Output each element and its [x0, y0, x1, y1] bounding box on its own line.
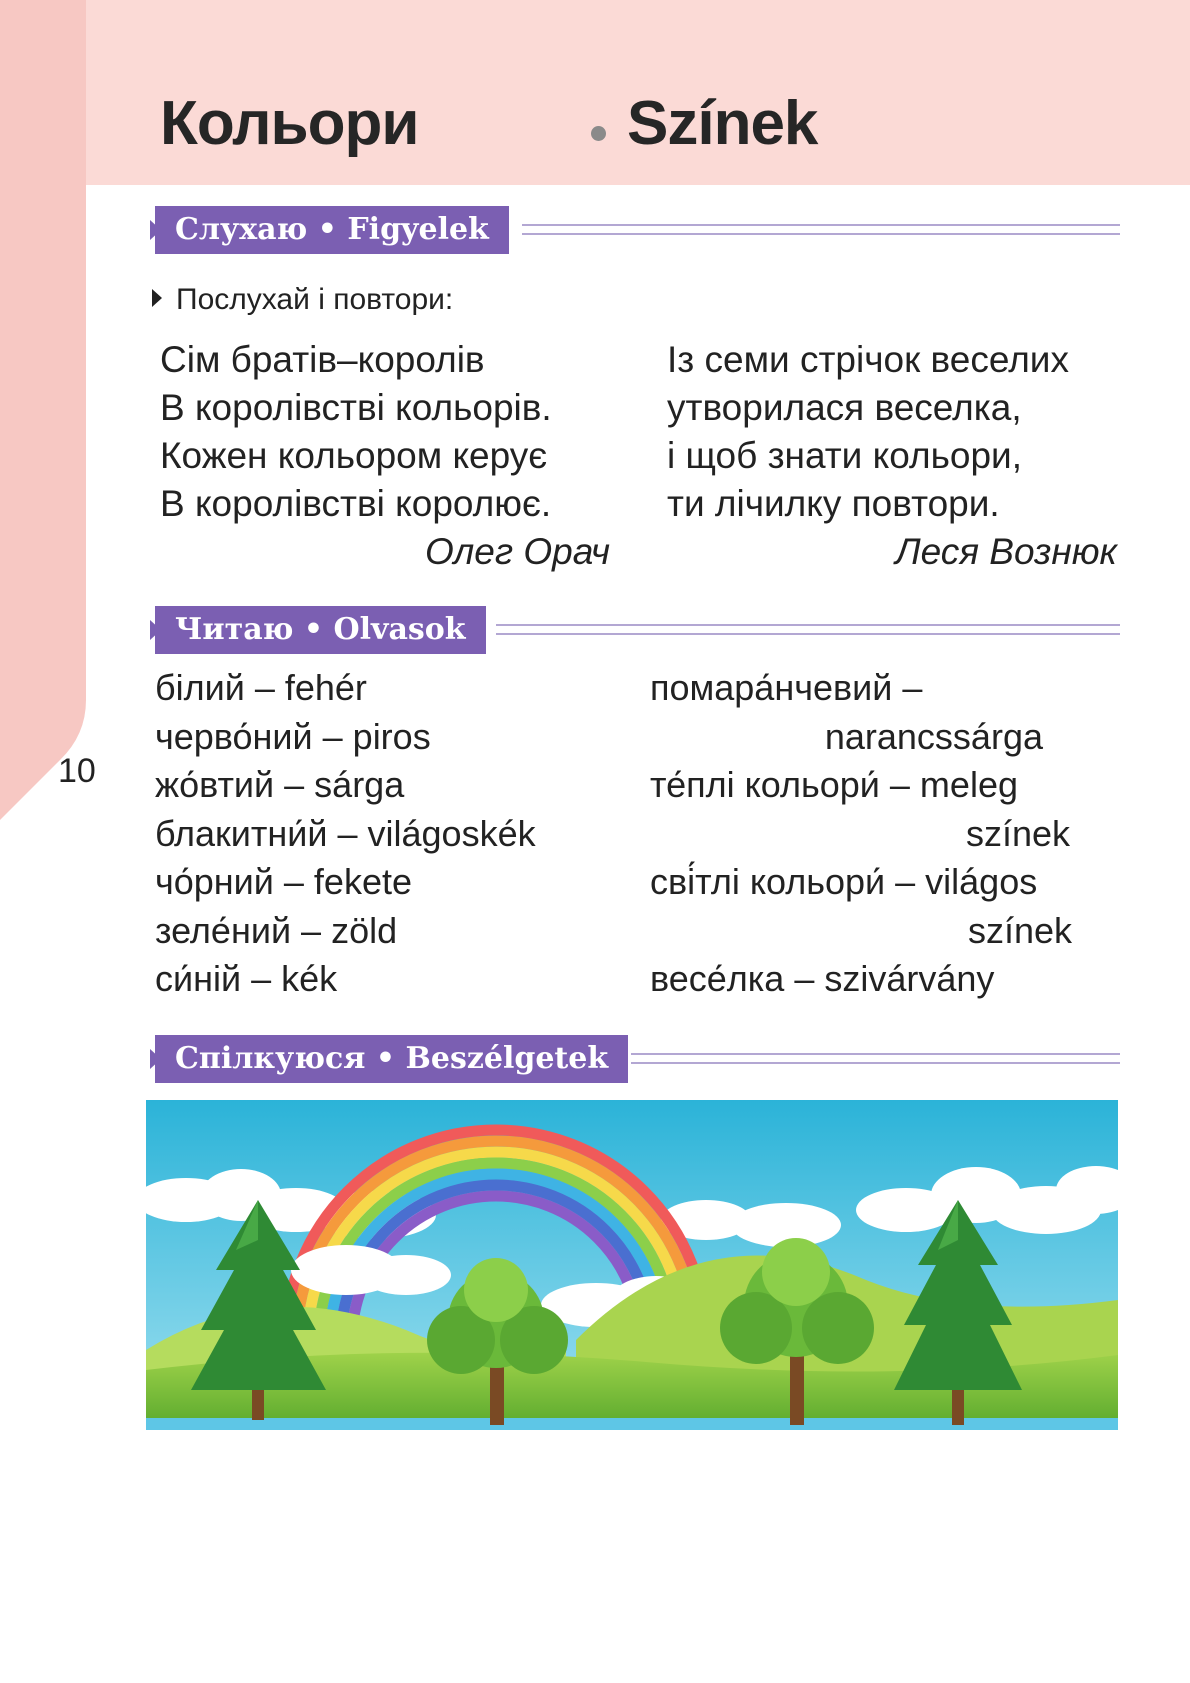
page-title-ukrainian: Кольори	[160, 89, 419, 158]
section-rule	[631, 1053, 1120, 1064]
vocabulary-item: жо́втий – sárga	[155, 764, 405, 805]
section-header-listen	[150, 206, 1120, 254]
vocabulary-item-continuation: színek	[965, 812, 1070, 854]
page-title-hungarian: Színek	[627, 89, 818, 158]
poem-line: Із семи стрічок веселих	[667, 339, 1069, 380]
instruction	[152, 283, 453, 317]
water	[146, 1418, 1118, 1430]
section-rule	[496, 624, 1120, 635]
title-separator-dot	[591, 126, 606, 141]
vocabulary-item: си́ній – kék	[155, 958, 338, 999]
vocabulary-left	[155, 664, 595, 1004]
poem-line: Сім братів–королів	[160, 339, 485, 380]
vocabulary-item: черво́ний – piros	[155, 715, 431, 757]
vocabulary-item: те́плі кольори́ – meleg	[650, 764, 1018, 805]
poem-line: В королівстві кольорів.	[160, 387, 552, 428]
poem-line: В королівстві королює.	[160, 483, 552, 524]
poem-line: ти лічилку повтори.	[667, 483, 1000, 524]
instruction-text: Послухай і повтори:	[176, 283, 454, 316]
rainbow-landscape-illustration	[146, 1100, 1118, 1430]
bullet-triangle-icon	[152, 289, 162, 307]
section-header-talk	[150, 1035, 1120, 1083]
poem-author: Леся Вознюк	[895, 531, 1117, 572]
section-label-talk: Спілкуюся • Beszélgetek	[155, 1035, 628, 1083]
vocabulary-item: білий – fehér	[155, 667, 367, 708]
poem-line: Кожен кольором керує	[160, 435, 548, 476]
vocabulary-item: зеле́ний – zöld	[155, 909, 398, 951]
vocabulary-item-continuation: színek	[967, 909, 1072, 951]
poem-line: утворилася веселка,	[667, 387, 1022, 428]
section-header-read	[150, 606, 1120, 654]
page-number: 10	[58, 752, 96, 790]
vocabulary-item-continuation: narancssárga	[824, 715, 1043, 757]
vocabulary-item: весе́лка – szivárvány	[650, 958, 995, 999]
section-label-read: Читаю • Olvasok	[155, 606, 486, 654]
vocabulary-item: блакитни́й – világoskék	[155, 812, 536, 854]
side-tab-decoration	[0, 0, 86, 820]
poem-line: і щоб знати кольори,	[667, 435, 1022, 476]
vocabulary-item: помара́нчевий –	[650, 667, 923, 708]
poem-left	[160, 336, 610, 576]
vocabulary-item: чо́рний – fekete	[155, 861, 412, 902]
section-rule	[522, 224, 1120, 235]
section-label-listen: Слухаю • Figyelek	[155, 206, 509, 254]
poem-author: Олег Орач	[425, 531, 610, 572]
vocabulary-right	[650, 664, 1100, 1004]
vocabulary-item: сві́тлі кольори́ – világos	[650, 861, 1038, 902]
poem-right	[667, 336, 1117, 576]
